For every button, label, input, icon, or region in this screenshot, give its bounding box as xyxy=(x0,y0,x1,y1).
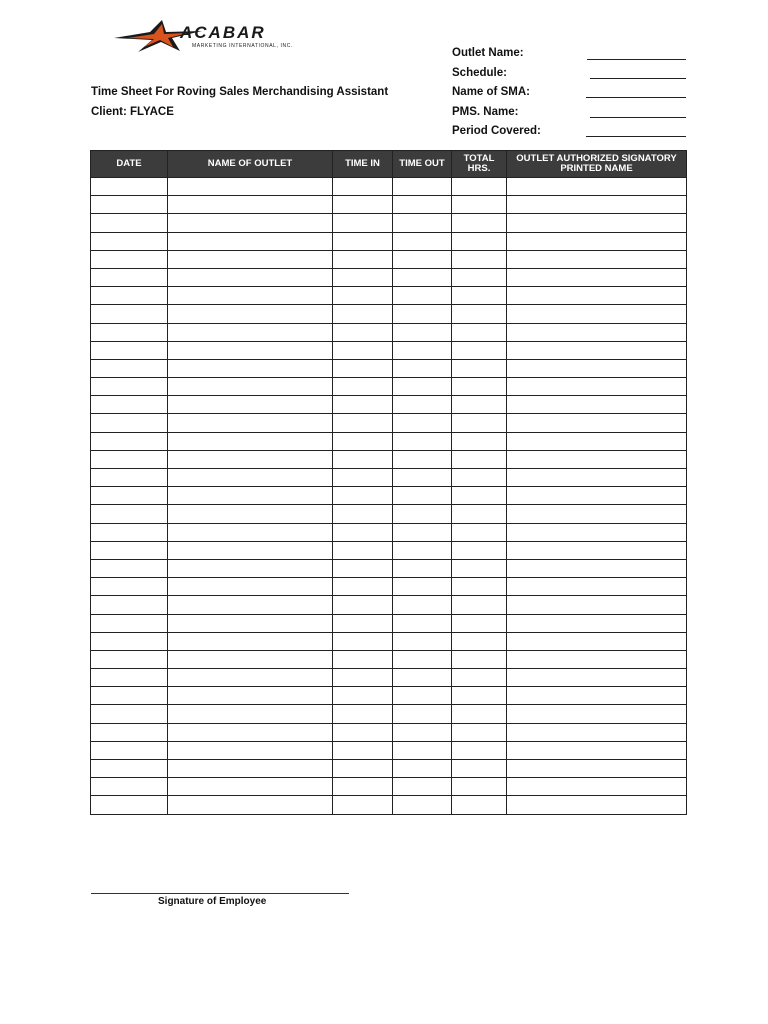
cell-signatory[interactable] xyxy=(507,232,687,250)
cell-time-in[interactable] xyxy=(333,541,393,559)
cell-total-hours[interactable] xyxy=(452,505,507,523)
timesheet-body xyxy=(91,178,687,815)
cell-date[interactable] xyxy=(91,614,168,632)
cell-total-hours[interactable] xyxy=(452,268,507,286)
cell-signatory[interactable] xyxy=(507,796,687,814)
cell-time-in[interactable] xyxy=(333,614,393,632)
cell-total-hours[interactable] xyxy=(452,487,507,505)
cell-total-hours[interactable] xyxy=(452,214,507,232)
cell-signatory[interactable] xyxy=(507,378,687,396)
cell-date[interactable] xyxy=(91,414,168,432)
column-header-time-out: TIME OUT xyxy=(393,151,452,178)
cell-time-in[interactable] xyxy=(333,705,393,723)
cell-signatory[interactable] xyxy=(507,523,687,541)
table-row xyxy=(91,287,687,305)
cell-time-in[interactable] xyxy=(333,559,393,577)
table-row xyxy=(91,414,687,432)
cell-time-out[interactable] xyxy=(393,705,452,723)
cell-time-out[interactable] xyxy=(393,305,452,323)
cell-signatory[interactable] xyxy=(507,268,687,286)
cell-outlet-name[interactable] xyxy=(168,287,333,305)
table-row xyxy=(91,541,687,559)
timesheet-table xyxy=(90,150,687,815)
cell-time-in[interactable] xyxy=(333,305,393,323)
cell-total-hours[interactable] xyxy=(452,723,507,741)
column-header-date: DATE xyxy=(91,151,168,178)
cell-outlet-name[interactable] xyxy=(168,778,333,796)
cell-outlet-name[interactable] xyxy=(168,705,333,723)
cell-signatory[interactable] xyxy=(507,396,687,414)
cell-date[interactable] xyxy=(91,559,168,577)
cell-time-in[interactable] xyxy=(333,414,393,432)
cell-outlet-name[interactable] xyxy=(168,396,333,414)
cell-date[interactable] xyxy=(91,305,168,323)
cell-date[interactable] xyxy=(91,741,168,759)
cell-time-in[interactable] xyxy=(333,359,393,377)
cell-outlet-name[interactable] xyxy=(168,432,333,450)
table-row xyxy=(91,250,687,268)
table-row xyxy=(91,760,687,778)
cell-total-hours[interactable] xyxy=(452,396,507,414)
cell-total-hours[interactable] xyxy=(452,359,507,377)
cell-total-hours[interactable] xyxy=(452,196,507,214)
cell-time-out[interactable] xyxy=(393,614,452,632)
cell-signatory[interactable] xyxy=(507,541,687,559)
cell-outlet-name[interactable] xyxy=(168,196,333,214)
cell-time-out[interactable] xyxy=(393,196,452,214)
schedule-label: Schedule: xyxy=(452,67,507,79)
cell-time-out[interactable] xyxy=(393,268,452,286)
cell-time-out[interactable] xyxy=(393,760,452,778)
table-row xyxy=(91,723,687,741)
cell-outlet-name[interactable] xyxy=(168,214,333,232)
cell-date[interactable] xyxy=(91,396,168,414)
cell-date[interactable] xyxy=(91,541,168,559)
cell-date[interactable] xyxy=(91,596,168,614)
cell-time-in[interactable] xyxy=(333,523,393,541)
cell-outlet-name[interactable] xyxy=(168,305,333,323)
cell-signatory[interactable] xyxy=(507,723,687,741)
cell-outlet-name[interactable] xyxy=(168,341,333,359)
cell-outlet-name[interactable] xyxy=(168,505,333,523)
cell-time-in[interactable] xyxy=(333,505,393,523)
cell-date[interactable] xyxy=(91,796,168,814)
column-header-time-in: TIME IN xyxy=(333,151,393,178)
cell-signatory[interactable] xyxy=(507,469,687,487)
cell-time-out[interactable] xyxy=(393,523,452,541)
cell-outlet-name[interactable] xyxy=(168,541,333,559)
cell-time-out[interactable] xyxy=(393,632,452,650)
cell-signatory[interactable] xyxy=(507,741,687,759)
table-row xyxy=(91,341,687,359)
cell-outlet-name[interactable] xyxy=(168,523,333,541)
logo-company-name: ACABAR xyxy=(180,23,266,42)
cell-time-out[interactable] xyxy=(393,505,452,523)
cell-time-in[interactable] xyxy=(333,723,393,741)
cell-time-out[interactable] xyxy=(393,669,452,687)
table-row xyxy=(91,432,687,450)
sma-name-field[interactable] xyxy=(586,97,686,98)
cell-total-hours[interactable] xyxy=(452,614,507,632)
cell-outlet-name[interactable] xyxy=(168,741,333,759)
table-row xyxy=(91,359,687,377)
pms-name-field[interactable] xyxy=(590,117,686,118)
cell-time-in[interactable] xyxy=(333,578,393,596)
cell-time-in[interactable] xyxy=(333,341,393,359)
cell-time-in[interactable] xyxy=(333,396,393,414)
cell-total-hours[interactable] xyxy=(452,596,507,614)
cell-time-out[interactable] xyxy=(393,214,452,232)
cell-time-in[interactable] xyxy=(333,450,393,468)
cell-signatory[interactable] xyxy=(507,178,687,196)
cell-date[interactable] xyxy=(91,378,168,396)
cell-time-out[interactable] xyxy=(393,341,452,359)
cell-outlet-name[interactable] xyxy=(168,723,333,741)
cell-time-out[interactable] xyxy=(393,596,452,614)
cell-signatory[interactable] xyxy=(507,214,687,232)
cell-total-hours[interactable] xyxy=(452,687,507,705)
table-row xyxy=(91,178,687,196)
cell-signatory[interactable] xyxy=(507,287,687,305)
cell-total-hours[interactable] xyxy=(452,450,507,468)
cell-time-out[interactable] xyxy=(393,414,452,432)
cell-time-in[interactable] xyxy=(333,487,393,505)
cell-outlet-name[interactable] xyxy=(168,323,333,341)
cell-time-in[interactable] xyxy=(333,196,393,214)
table-row xyxy=(91,487,687,505)
cell-signatory[interactable] xyxy=(507,687,687,705)
cell-time-in[interactable] xyxy=(333,760,393,778)
cell-date[interactable] xyxy=(91,523,168,541)
cell-outlet-name[interactable] xyxy=(168,578,333,596)
cell-total-hours[interactable] xyxy=(452,178,507,196)
table-row xyxy=(91,450,687,468)
table-row xyxy=(91,305,687,323)
table-row xyxy=(91,559,687,577)
cell-outlet-name[interactable] xyxy=(168,650,333,668)
cell-date[interactable] xyxy=(91,650,168,668)
cell-outlet-name[interactable] xyxy=(168,378,333,396)
cell-date[interactable] xyxy=(91,214,168,232)
cell-time-in[interactable] xyxy=(333,287,393,305)
cell-date[interactable] xyxy=(91,469,168,487)
table-row xyxy=(91,741,687,759)
logo-tagline: MARKETING INTERNATIONAL, INC. xyxy=(192,43,293,49)
cell-outlet-name[interactable] xyxy=(168,559,333,577)
cell-time-in[interactable] xyxy=(333,741,393,759)
table-row xyxy=(91,469,687,487)
cell-date[interactable] xyxy=(91,450,168,468)
cell-time-out[interactable] xyxy=(393,432,452,450)
cell-time-in[interactable] xyxy=(333,778,393,796)
document-title: Time Sheet For Roving Sales Merchandising Assistant xyxy=(91,86,389,98)
cell-outlet-name[interactable] xyxy=(168,250,333,268)
table-row xyxy=(91,396,687,414)
cell-outlet-name[interactable] xyxy=(168,614,333,632)
table-row xyxy=(91,232,687,250)
cell-outlet-name[interactable] xyxy=(168,450,333,468)
outlet-name-label: Outlet Name: xyxy=(452,47,524,59)
table-row xyxy=(91,796,687,814)
table-row xyxy=(91,705,687,723)
table-row xyxy=(91,378,687,396)
pms-name-label: PMS. Name: xyxy=(452,106,519,118)
cell-outlet-name[interactable] xyxy=(168,178,333,196)
cell-total-hours[interactable] xyxy=(452,705,507,723)
signature-line[interactable] xyxy=(91,893,349,894)
cell-date[interactable] xyxy=(91,359,168,377)
cell-outlet-name[interactable] xyxy=(168,469,333,487)
table-row xyxy=(91,650,687,668)
cell-time-out[interactable] xyxy=(393,559,452,577)
cell-date[interactable] xyxy=(91,250,168,268)
column-header-total-hours: TOTAL HRS. xyxy=(452,151,507,178)
schedule-field[interactable] xyxy=(590,78,686,79)
cell-total-hours[interactable] xyxy=(452,669,507,687)
cell-total-hours[interactable] xyxy=(452,760,507,778)
cell-total-hours[interactable] xyxy=(452,378,507,396)
cell-time-out[interactable] xyxy=(393,578,452,596)
cell-time-in[interactable] xyxy=(333,378,393,396)
cell-date[interactable] xyxy=(91,778,168,796)
cell-time-out[interactable] xyxy=(393,450,452,468)
cell-signatory[interactable] xyxy=(507,487,687,505)
cell-signatory[interactable] xyxy=(507,578,687,596)
cell-time-in[interactable] xyxy=(333,650,393,668)
cell-date[interactable] xyxy=(91,287,168,305)
cell-time-in[interactable] xyxy=(333,178,393,196)
cell-signatory[interactable] xyxy=(507,596,687,614)
table-row xyxy=(91,196,687,214)
cell-outlet-name[interactable] xyxy=(168,268,333,286)
cell-outlet-name[interactable] xyxy=(168,414,333,432)
cell-time-out[interactable] xyxy=(393,250,452,268)
cell-total-hours[interactable] xyxy=(452,778,507,796)
cell-outlet-name[interactable] xyxy=(168,596,333,614)
cell-date[interactable] xyxy=(91,487,168,505)
column-header-outlet-name: NAME OF OUTLET xyxy=(168,151,333,178)
cell-time-out[interactable] xyxy=(393,378,452,396)
cell-signatory[interactable] xyxy=(507,614,687,632)
cell-time-in[interactable] xyxy=(333,632,393,650)
cell-time-out[interactable] xyxy=(393,396,452,414)
cell-outlet-name[interactable] xyxy=(168,359,333,377)
table-row xyxy=(91,523,687,541)
cell-time-out[interactable] xyxy=(393,469,452,487)
cell-time-out[interactable] xyxy=(393,796,452,814)
cell-time-in[interactable] xyxy=(333,432,393,450)
cell-time-out[interactable] xyxy=(393,287,452,305)
cell-signatory[interactable] xyxy=(507,650,687,668)
cell-time-out[interactable] xyxy=(393,778,452,796)
cell-signatory[interactable] xyxy=(507,450,687,468)
period-covered-field[interactable] xyxy=(586,136,686,137)
cell-total-hours[interactable] xyxy=(452,796,507,814)
cell-total-hours[interactable] xyxy=(452,432,507,450)
cell-outlet-name[interactable] xyxy=(168,487,333,505)
table-row xyxy=(91,778,687,796)
cell-total-hours[interactable] xyxy=(452,232,507,250)
cell-time-in[interactable] xyxy=(333,232,393,250)
table-row xyxy=(91,323,687,341)
cell-date[interactable] xyxy=(91,705,168,723)
cell-signatory[interactable] xyxy=(507,505,687,523)
sma-name-label: Name of SMA: xyxy=(452,86,530,98)
cell-date[interactable] xyxy=(91,196,168,214)
cell-signatory[interactable] xyxy=(507,632,687,650)
cell-outlet-name[interactable] xyxy=(168,669,333,687)
cell-time-out[interactable] xyxy=(393,359,452,377)
cell-date[interactable] xyxy=(91,687,168,705)
cell-date[interactable] xyxy=(91,341,168,359)
acabar-logo-mark xyxy=(110,18,330,52)
table-row xyxy=(91,669,687,687)
cell-signatory[interactable] xyxy=(507,414,687,432)
cell-time-in[interactable] xyxy=(333,469,393,487)
cell-time-out[interactable] xyxy=(393,487,452,505)
cell-signatory[interactable] xyxy=(507,341,687,359)
cell-signatory[interactable] xyxy=(507,359,687,377)
cell-date[interactable] xyxy=(91,268,168,286)
cell-total-hours[interactable] xyxy=(452,341,507,359)
cell-signatory[interactable] xyxy=(507,559,687,577)
table-row xyxy=(91,505,687,523)
cell-total-hours[interactable] xyxy=(452,523,507,541)
cell-outlet-name[interactable] xyxy=(168,232,333,250)
cell-date[interactable] xyxy=(91,232,168,250)
table-row xyxy=(91,596,687,614)
cell-total-hours[interactable] xyxy=(452,414,507,432)
signature-label: Signature of Employee xyxy=(158,896,267,907)
table-row xyxy=(91,214,687,232)
client-name: Client: FLYACE xyxy=(91,106,174,118)
cell-time-out[interactable] xyxy=(393,687,452,705)
table-header-row xyxy=(91,151,687,178)
cell-time-out[interactable] xyxy=(393,741,452,759)
cell-time-in[interactable] xyxy=(333,323,393,341)
cell-total-hours[interactable] xyxy=(452,578,507,596)
cell-signatory[interactable] xyxy=(507,305,687,323)
cell-total-hours[interactable] xyxy=(452,250,507,268)
cell-outlet-name[interactable] xyxy=(168,687,333,705)
cell-total-hours[interactable] xyxy=(452,323,507,341)
outlet-name-field[interactable] xyxy=(587,59,686,60)
cell-signatory[interactable] xyxy=(507,323,687,341)
cell-total-hours[interactable] xyxy=(452,305,507,323)
cell-date[interactable] xyxy=(91,178,168,196)
cell-date[interactable] xyxy=(91,632,168,650)
cell-time-out[interactable] xyxy=(393,178,452,196)
cell-outlet-name[interactable] xyxy=(168,632,333,650)
cell-signatory[interactable] xyxy=(507,760,687,778)
table-row xyxy=(91,578,687,596)
cell-total-hours[interactable] xyxy=(452,541,507,559)
cell-time-in[interactable] xyxy=(333,596,393,614)
cell-total-hours[interactable] xyxy=(452,741,507,759)
company-logo xyxy=(110,18,330,52)
cell-outlet-name[interactable] xyxy=(168,796,333,814)
cell-time-out[interactable] xyxy=(393,541,452,559)
table-row xyxy=(91,632,687,650)
cell-time-out[interactable] xyxy=(393,723,452,741)
cell-date[interactable] xyxy=(91,669,168,687)
cell-signatory[interactable] xyxy=(507,778,687,796)
cell-signatory[interactable] xyxy=(507,432,687,450)
cell-total-hours[interactable] xyxy=(452,650,507,668)
cell-time-in[interactable] xyxy=(333,250,393,268)
cell-signatory[interactable] xyxy=(507,250,687,268)
cell-outlet-name[interactable] xyxy=(168,760,333,778)
cell-signatory[interactable] xyxy=(507,705,687,723)
table-row xyxy=(91,614,687,632)
column-header-signatory: OUTLET AUTHORIZED SIGNATORY PRINTED NAME xyxy=(507,151,687,178)
cell-signatory[interactable] xyxy=(507,669,687,687)
cell-time-out[interactable] xyxy=(393,232,452,250)
cell-total-hours[interactable] xyxy=(452,469,507,487)
table-row xyxy=(91,268,687,286)
cell-date[interactable] xyxy=(91,723,168,741)
cell-date[interactable] xyxy=(91,323,168,341)
cell-time-out[interactable] xyxy=(393,323,452,341)
cell-date[interactable] xyxy=(91,760,168,778)
cell-time-in[interactable] xyxy=(333,669,393,687)
cell-time-in[interactable] xyxy=(333,687,393,705)
cell-date[interactable] xyxy=(91,432,168,450)
cell-time-out[interactable] xyxy=(393,650,452,668)
cell-time-in[interactable] xyxy=(333,268,393,286)
cell-signatory[interactable] xyxy=(507,196,687,214)
cell-total-hours[interactable] xyxy=(452,287,507,305)
period-covered-label: Period Covered: xyxy=(452,125,541,137)
cell-total-hours[interactable] xyxy=(452,559,507,577)
cell-total-hours[interactable] xyxy=(452,632,507,650)
cell-time-in[interactable] xyxy=(333,214,393,232)
table-row xyxy=(91,687,687,705)
cell-date[interactable] xyxy=(91,578,168,596)
cell-time-in[interactable] xyxy=(333,796,393,814)
cell-date[interactable] xyxy=(91,505,168,523)
